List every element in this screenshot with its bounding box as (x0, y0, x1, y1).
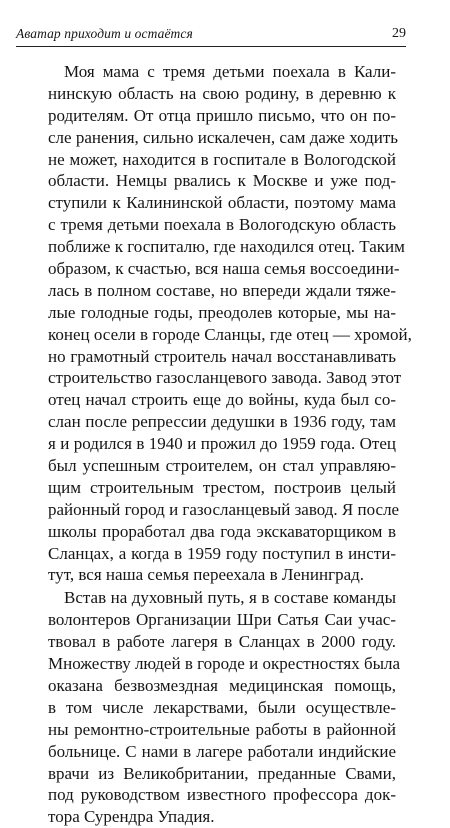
text-line: строительство газосланцевого завода. Завод этот (48, 368, 402, 388)
page-number: 29 (392, 26, 406, 41)
running-title: Аватар приходит и остаётся (16, 26, 193, 41)
text-line: районный город и газосланцевый завод. Я после (48, 499, 400, 519)
text-line: под руководством известного профессора док- (48, 785, 396, 805)
text-line: тора Сурендра Упадия. (48, 807, 215, 827)
text-line: ступили к Калининской области, поэтому мама (48, 193, 396, 213)
text-line: тут, вся наша семья переехала в Ленинград. (48, 565, 365, 585)
text-line: родителям. От отца пришло письмо, что он по- (48, 105, 396, 125)
paragraph (48, 61, 412, 586)
text-line: больнице. С нами в лагере работали индийские (48, 741, 396, 761)
text-line: образом, к счастью, вся наша семья воссоедини- (48, 259, 400, 279)
text-line: конец осели в городе Сланцы, где отец — хромой, (48, 324, 412, 344)
text-line: Встав на духовный путь, я в составе команды (64, 588, 396, 608)
text-line: лые голодные годы, преодолев которые, мы на- (48, 302, 396, 322)
text-line: с тремя детьми поехала в Вологодскую область (48, 215, 396, 235)
text-line: врачи из Великобритании, преданные Свами, (48, 763, 396, 783)
text-line: я и родился в 1940 и прожил до 1959 года. Отец (48, 434, 396, 454)
text-line: поближе к госпиталю, где находился отец. Таким (48, 237, 405, 257)
text-line: Моя мама с тремя детьми поехала в Кали- (64, 62, 396, 81)
text-line: ны ремонтно-строительные работы в районной (48, 719, 396, 739)
text-line: сле ранения, сильно искалечен, сам даже ходить (48, 127, 399, 147)
text-line: щим строительным трестом, построив целый (48, 477, 396, 497)
body-text (48, 61, 412, 828)
text-line: слан после репрессии дедушки в 1936 году, там (48, 412, 396, 432)
text-line: был успешным строителем, он стал управляю- (48, 456, 396, 476)
text-line: твовал в работе лагеря в Сланцах в 2000 году. (48, 632, 396, 652)
text-line: в том числе лекарствами, были осуществле- (48, 697, 396, 717)
text-line: отец начал строить еще до войны, куда был со- (48, 390, 396, 410)
text-line: оказана безвозмездная медицинская помощь, (48, 675, 396, 695)
running-header (16, 22, 406, 47)
text-line: Сланцах, а когда в 1959 году поступил в инсти- (48, 543, 396, 563)
text-line: но грамотный строитель начал восстанавливать (48, 346, 396, 366)
text-line: не может, находится в госпитале в Вологодской (48, 149, 396, 169)
text-line: Множеству людей в городе и окрестностях была (48, 654, 401, 674)
text-line: школы проработал два года экскаваторщиком в (48, 521, 396, 541)
paragraph (48, 587, 401, 828)
text-line: лась в полном составе, но впереди ждали тяже- (48, 280, 396, 300)
text-line: нинскую область на свою родину, в деревню к (48, 83, 396, 103)
text-line: волонтеров Организации Шри Сатья Саи учас- (48, 610, 396, 630)
text-line: области. Немцы рвались к Москве и уже под- (48, 171, 396, 191)
